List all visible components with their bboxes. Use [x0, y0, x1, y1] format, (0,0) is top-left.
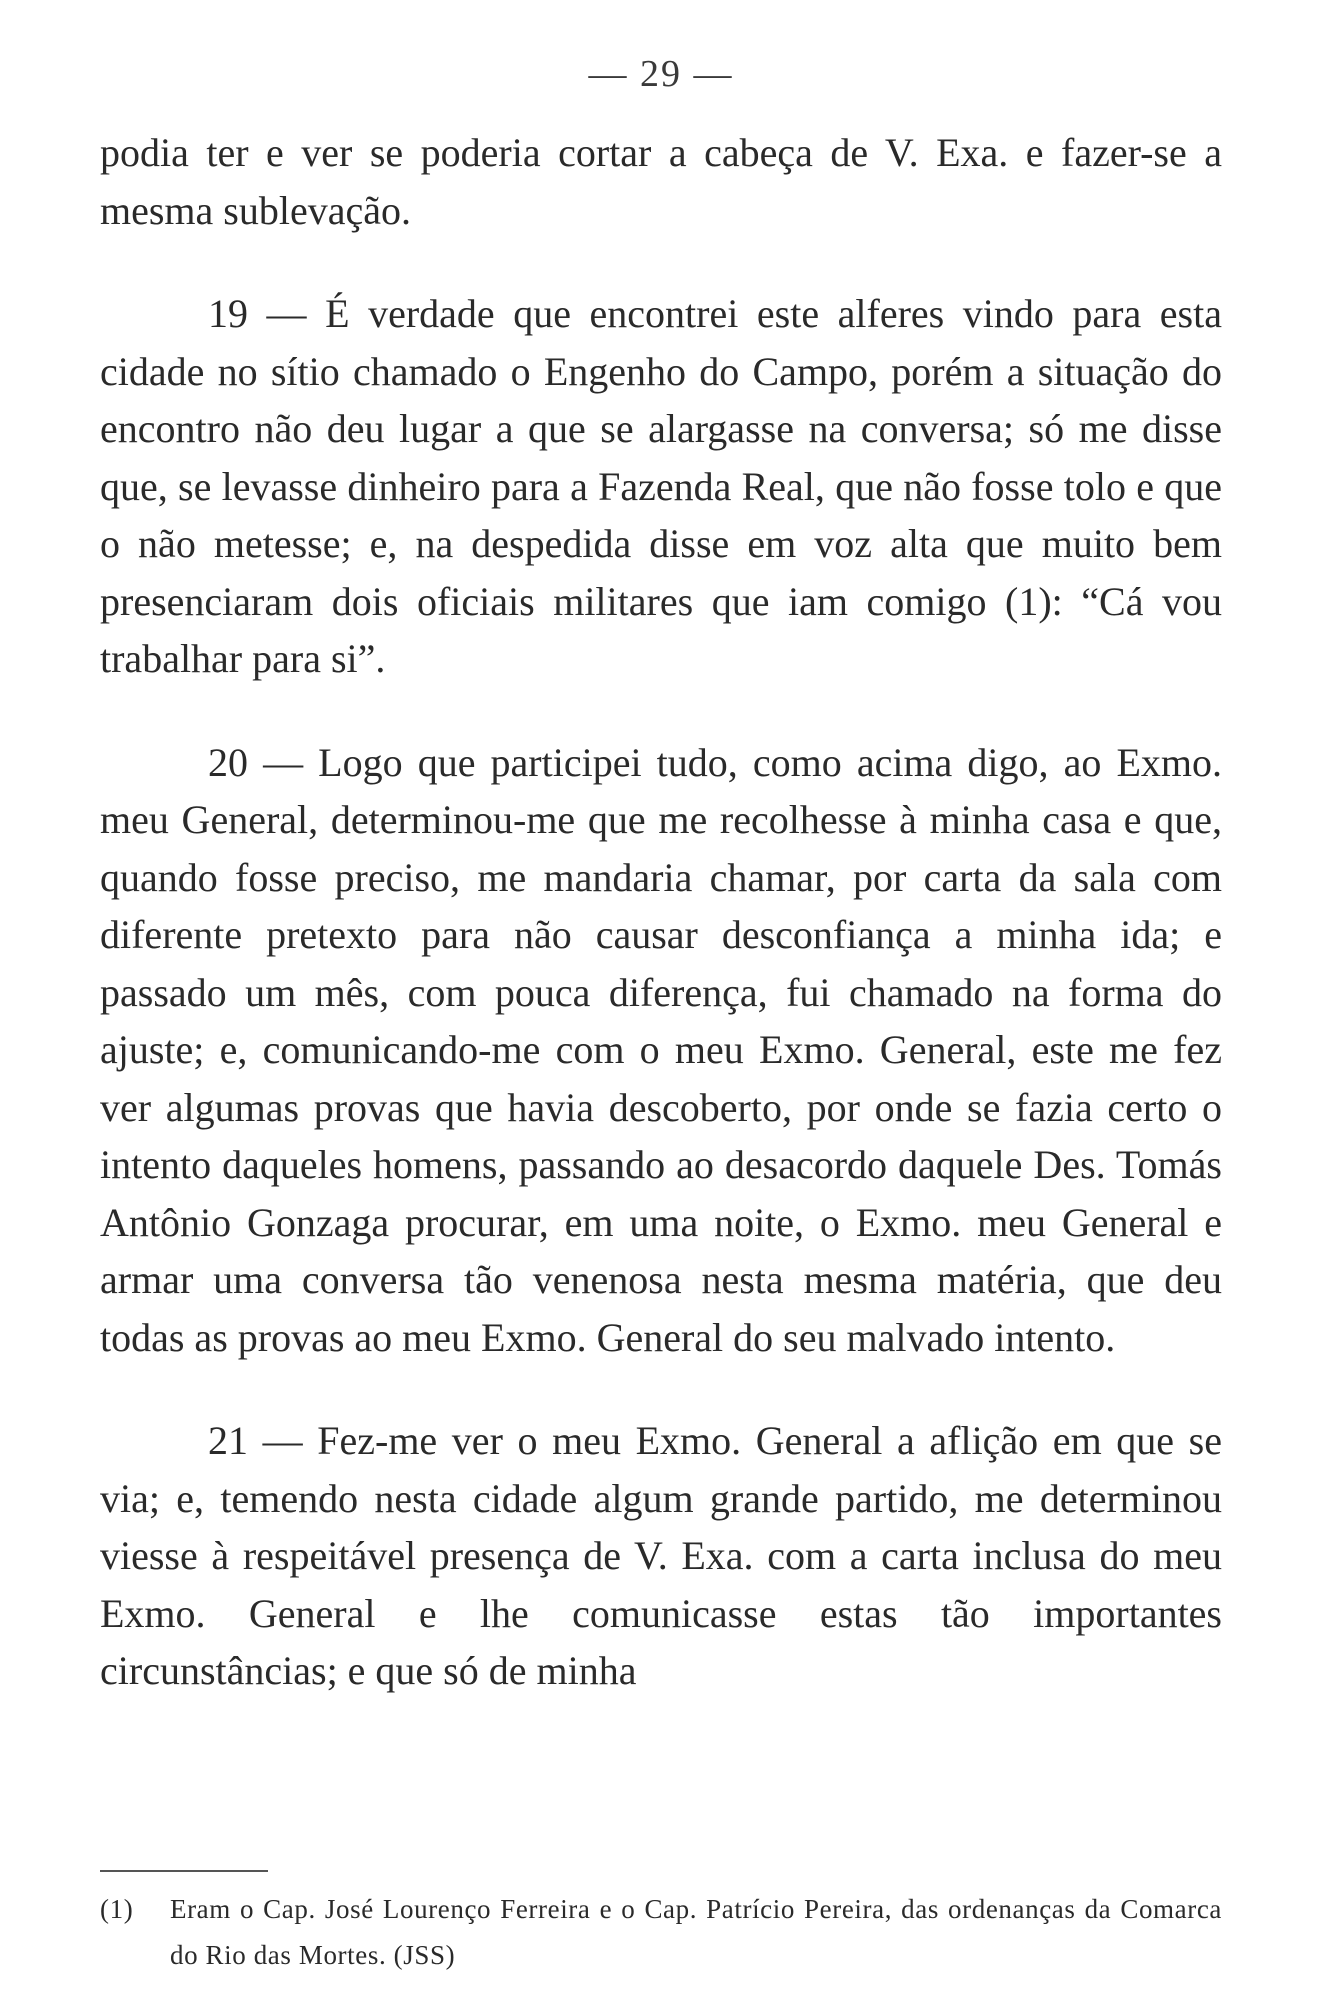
body-text: [100, 124, 1222, 1700]
footnote: [100, 1886, 1222, 1978]
footnote-marker: (1): [100, 1894, 134, 1924]
paragraph-19: 19 — É verdade que encontrei este alferes vindo para esta cidade no sítio chamado o Engenho do Campo, porém a situação do encontro não deu lugar a que se alargasse na conversa; só me disse que, se levasse dinheiro para a Fazenda Real, que não fosse tolo e que o não metesse; e, na despedida disse em voz alta que muito bem presenciaram dois oficiais militares que iam comigo (1): “Cá vou trabalhar para si”.: [100, 291, 1222, 681]
page-number: — 29 —: [588, 53, 734, 95]
footnote-rule: [100, 1870, 268, 1872]
paragraph-20: 20 — Logo que participei tudo, como acima digo, ao Exmo. meu General, determinou-me que me recolhesse à minha casa e que, quando fosse preciso, me mandaria chamar, por carta da sala com diferente pretexto para não causar desconfiança a minha ida; e passado um mês, com pouca diferença, fui chamado na forma do ajuste; e, comunicando-me com o meu Exmo. General, este me fez ver algumas provas que havia descoberto, por onde se fazia certo o intento daqueles homens, passando ao desacordo daquele Des. Tomás Antônio Gonzaga procurar, em uma noite, o Exmo. meu General e armar uma conversa tão venenosa nesta mesma matéria, que deu todas as provas ao meu Exmo. General do seu malvado intento.: [100, 739, 1222, 1360]
paragraph-continuation: podia ter e ver se poderia cortar a cabeça de V. Exa. e fazer-se a mesma sublevação.: [100, 130, 1222, 233]
paragraph-21: 21 — Fez-me ver o meu Exmo. General a aflição em que se via; e, temendo nesta cidade algum grande partido, me determinou viesse à respeitável presença de V. Exa. com a carta inclusa do meu Exmo. General e lhe comunicasse estas tão importantes circunstâncias; e que só de minha: [100, 1418, 1222, 1693]
footnote-text: Eram o Cap. José Lourenço Ferreira e o Cap. Patrício Pereira, das ordenanças da Comarca do Rio das Mortes. (JSS): [170, 1894, 1222, 1970]
